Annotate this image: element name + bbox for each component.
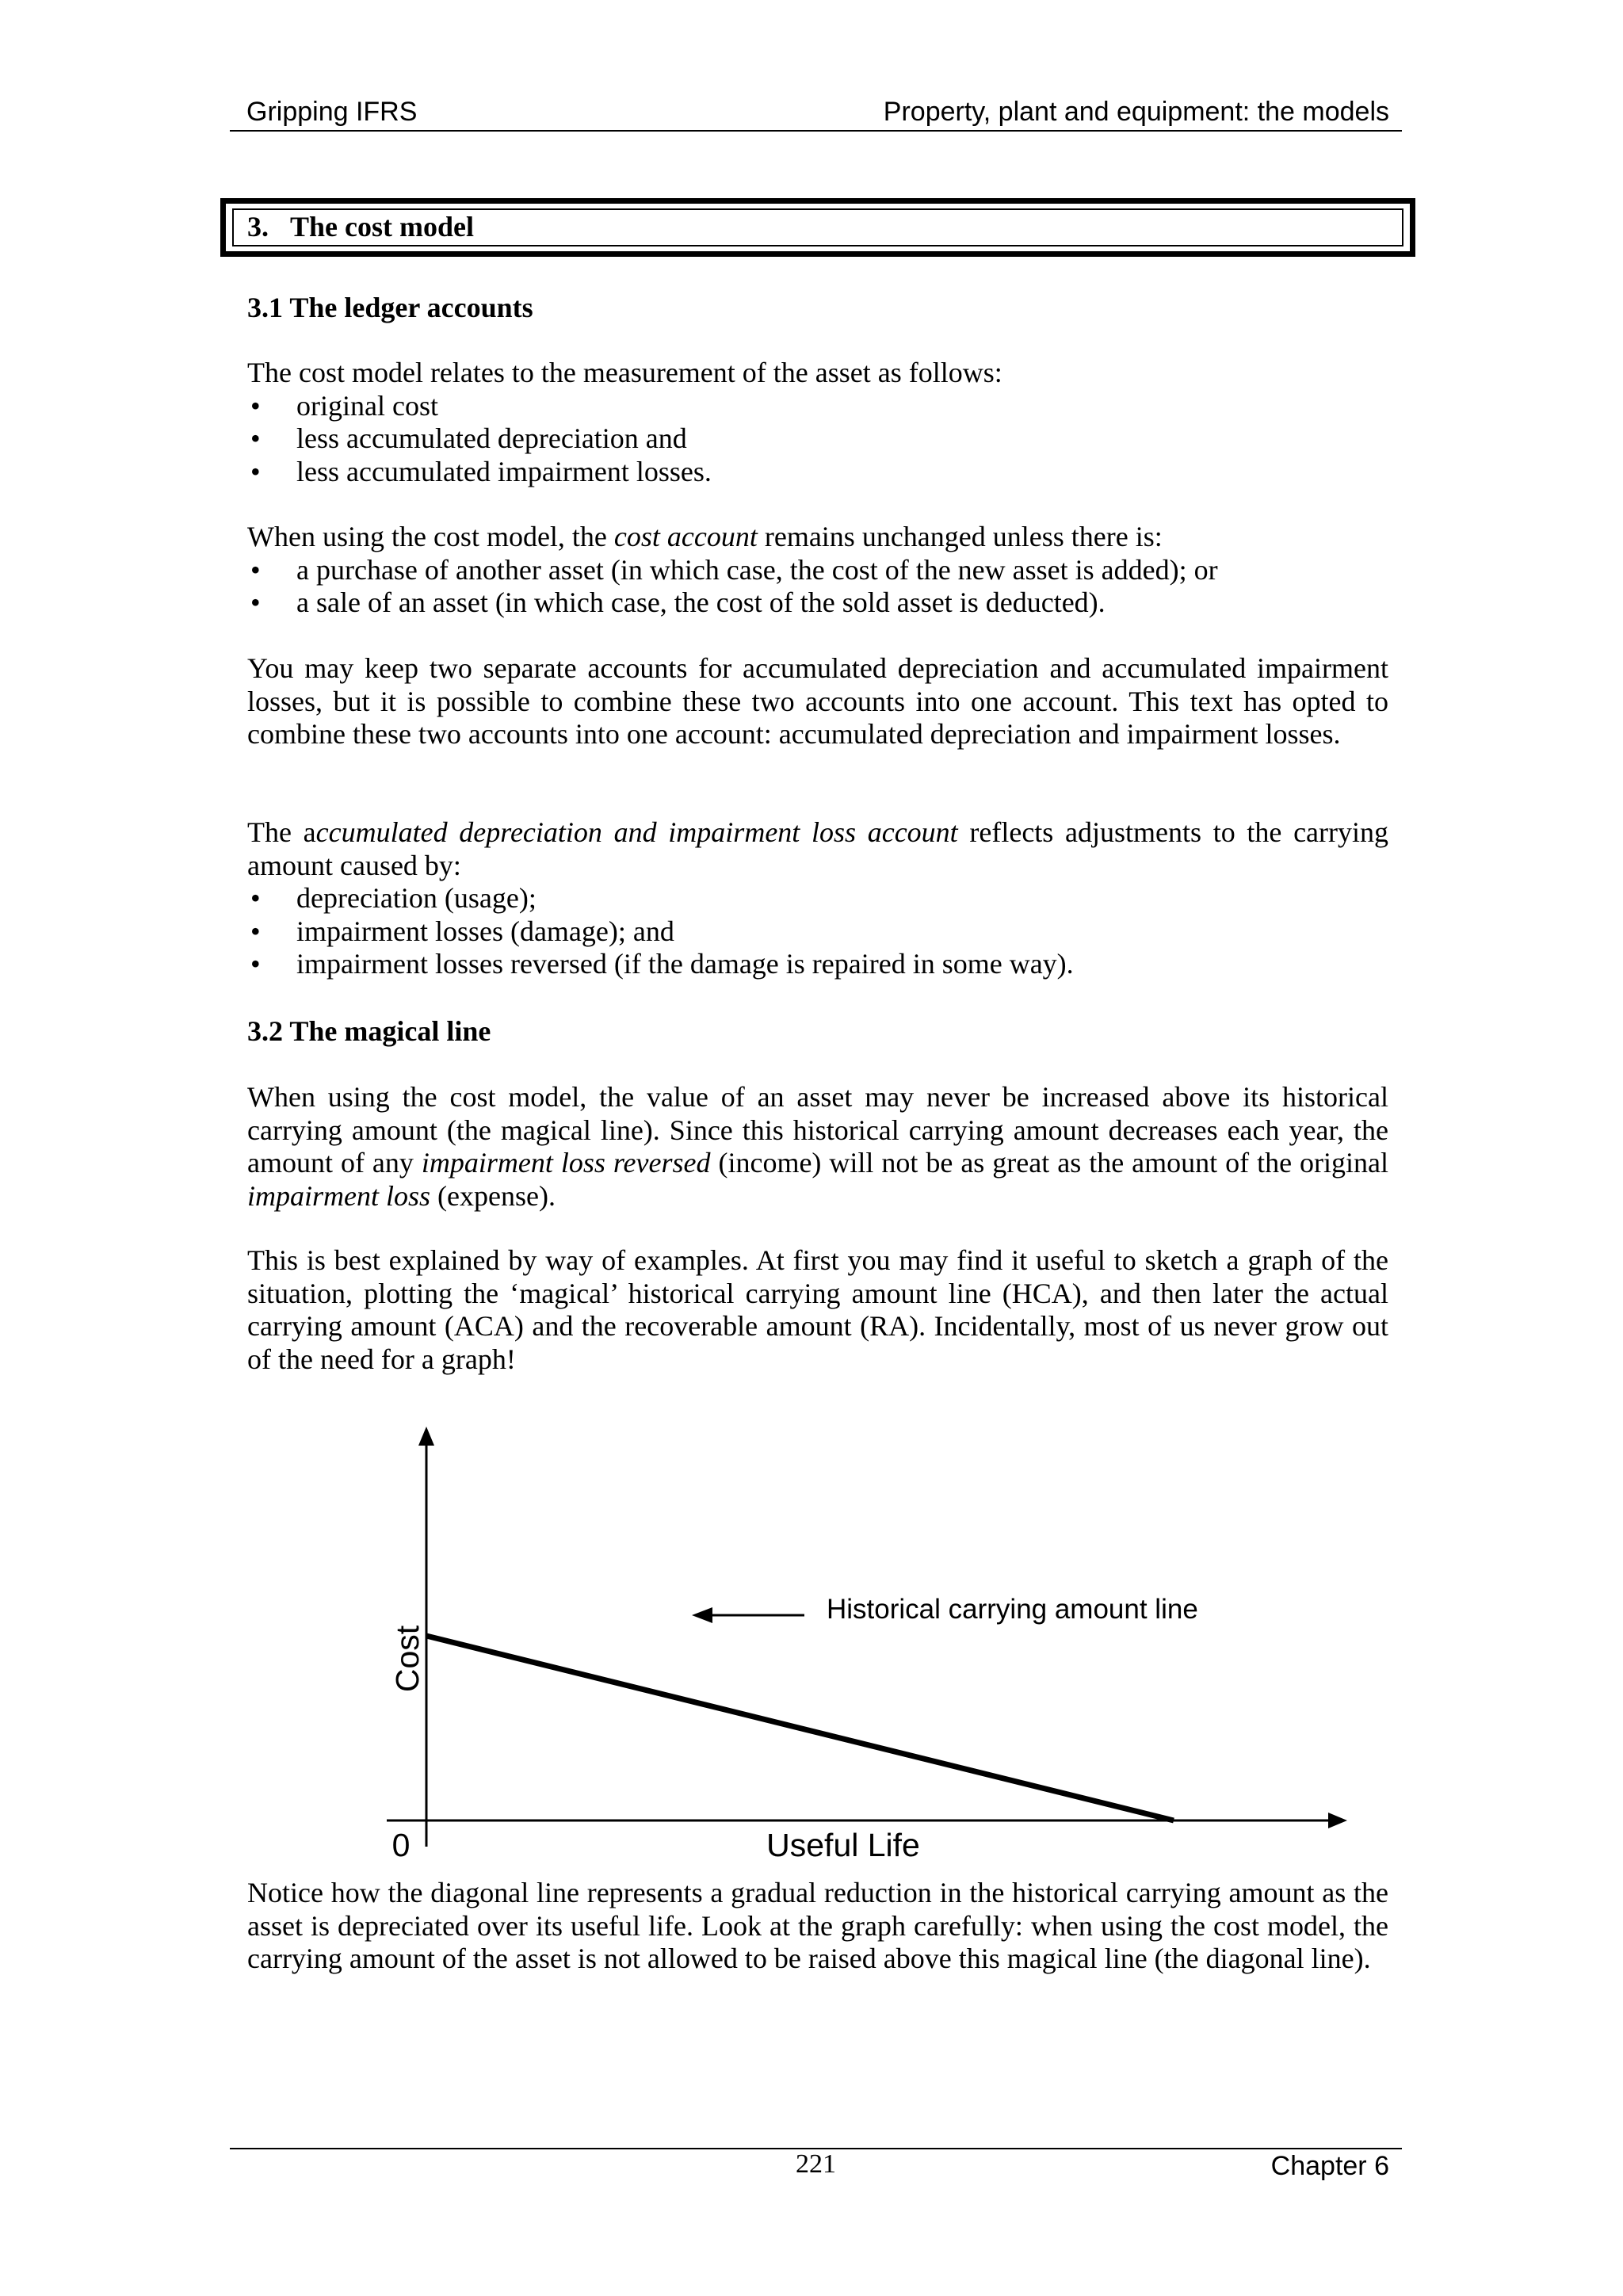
notice-block bbox=[247, 1877, 1388, 1976]
intro-paragraph: The cost model relates to the measurement of the asset as follows: bbox=[247, 357, 1002, 388]
notice-paragraph: Notice how the diagonal line represents a gradual reduction in the historical carrying amount as the asset is depreciated over its useful life. Look at the graph carefully: when using the cost model, the carrying amount of the asset is not allowed to be raised above this magical line (the diagonal line). bbox=[247, 1877, 1388, 1974]
footer-chapter: Chapter 6 bbox=[1270, 2151, 1389, 2181]
subsection-heading-ledger: 3.1 The ledger accounts bbox=[247, 292, 533, 323]
header-chapter-title: Property, plant and equipment: the models bbox=[883, 97, 1389, 127]
cost-account-block bbox=[247, 521, 1388, 620]
separate-accounts-block bbox=[247, 652, 1388, 751]
list-item: • a sale of an asset (in which case, the cost of the sold asset is deducted). bbox=[247, 586, 1388, 620]
section-title bbox=[247, 210, 474, 243]
cost-account-bullet-list bbox=[247, 554, 1388, 620]
annotation-arrowhead bbox=[692, 1607, 712, 1623]
hca-series-line bbox=[426, 1636, 1174, 1820]
accumulated-depreciation-block bbox=[247, 816, 1388, 981]
list-item: • impairment losses reversed (if the damage is repaired in some way). bbox=[247, 948, 1388, 981]
y-axis-label: Cost bbox=[389, 1625, 426, 1693]
separate-accounts-paragraph: You may keep two separate accounts for accumulated depreciation and accumulated impairment losses, but it is possible to combine these two accounts into one account. This text has opted to combine these two accounts into one account: accumulated depreciation and impairment losses. bbox=[247, 652, 1388, 750]
header-rule bbox=[230, 130, 1402, 132]
origin-label: 0 bbox=[391, 1827, 411, 1863]
y-axis-arrowhead bbox=[418, 1427, 434, 1446]
x-axis-arrowhead bbox=[1328, 1813, 1347, 1828]
intro-bullet-list bbox=[247, 390, 1388, 489]
x-axis-label: Useful Life bbox=[766, 1827, 920, 1863]
intro-block bbox=[247, 357, 1388, 488]
list-item: • original cost bbox=[247, 390, 1388, 423]
page-number: 221 bbox=[796, 2149, 836, 2179]
accumulated-depreciation-bullet-list bbox=[247, 882, 1388, 981]
section-number: 3. bbox=[247, 211, 269, 243]
list-item: • depreciation (usage); bbox=[247, 882, 1388, 915]
subsection-heading-magical-line: 3.2 The magical line bbox=[247, 1015, 491, 1047]
header-book-title: Gripping IFRS bbox=[246, 97, 418, 127]
annotation-label: Historical carrying amount line bbox=[827, 1594, 1198, 1625]
magical-line-block bbox=[247, 1081, 1388, 1213]
examples-block bbox=[247, 1244, 1388, 1376]
cost-account-paragraph: When using the cost model, the cost account remains unchanged unless there is: bbox=[247, 521, 1163, 552]
list-item: • a purchase of another asset (in which case, the cost of the new asset is added); or bbox=[247, 554, 1388, 587]
section-title-text: The cost model bbox=[290, 211, 474, 243]
examples-paragraph: This is best explained by way of examples. At first you may find it useful to sketch a graph of the situation, plotting the ‘magical’ historical carrying amount line (HCA), and then later the actual carrying amount (ACA) and the recoverable amount (RA). Incidentally, most of us never grow out of the need for a graph! bbox=[247, 1244, 1388, 1375]
accumulated-depreciation-paragraph: The accumulated depreciation and impairment loss account reflects adjustments to the carrying amount caused by: bbox=[247, 816, 1389, 881]
list-item: • impairment losses (damage); and bbox=[247, 915, 1388, 949]
magical-line-paragraph: When using the cost model, the value of an asset may never be increased above its historical carrying amount (the magical line). Since this historical carrying amount decreases each year, the amount of any impairment loss reversed (income) will not be as great as the amount of the original impairment loss (expense). bbox=[247, 1081, 1389, 1212]
list-item: • less accumulated depreciation and bbox=[247, 422, 1388, 456]
list-item: • less accumulated impairment losses. bbox=[247, 456, 1388, 489]
